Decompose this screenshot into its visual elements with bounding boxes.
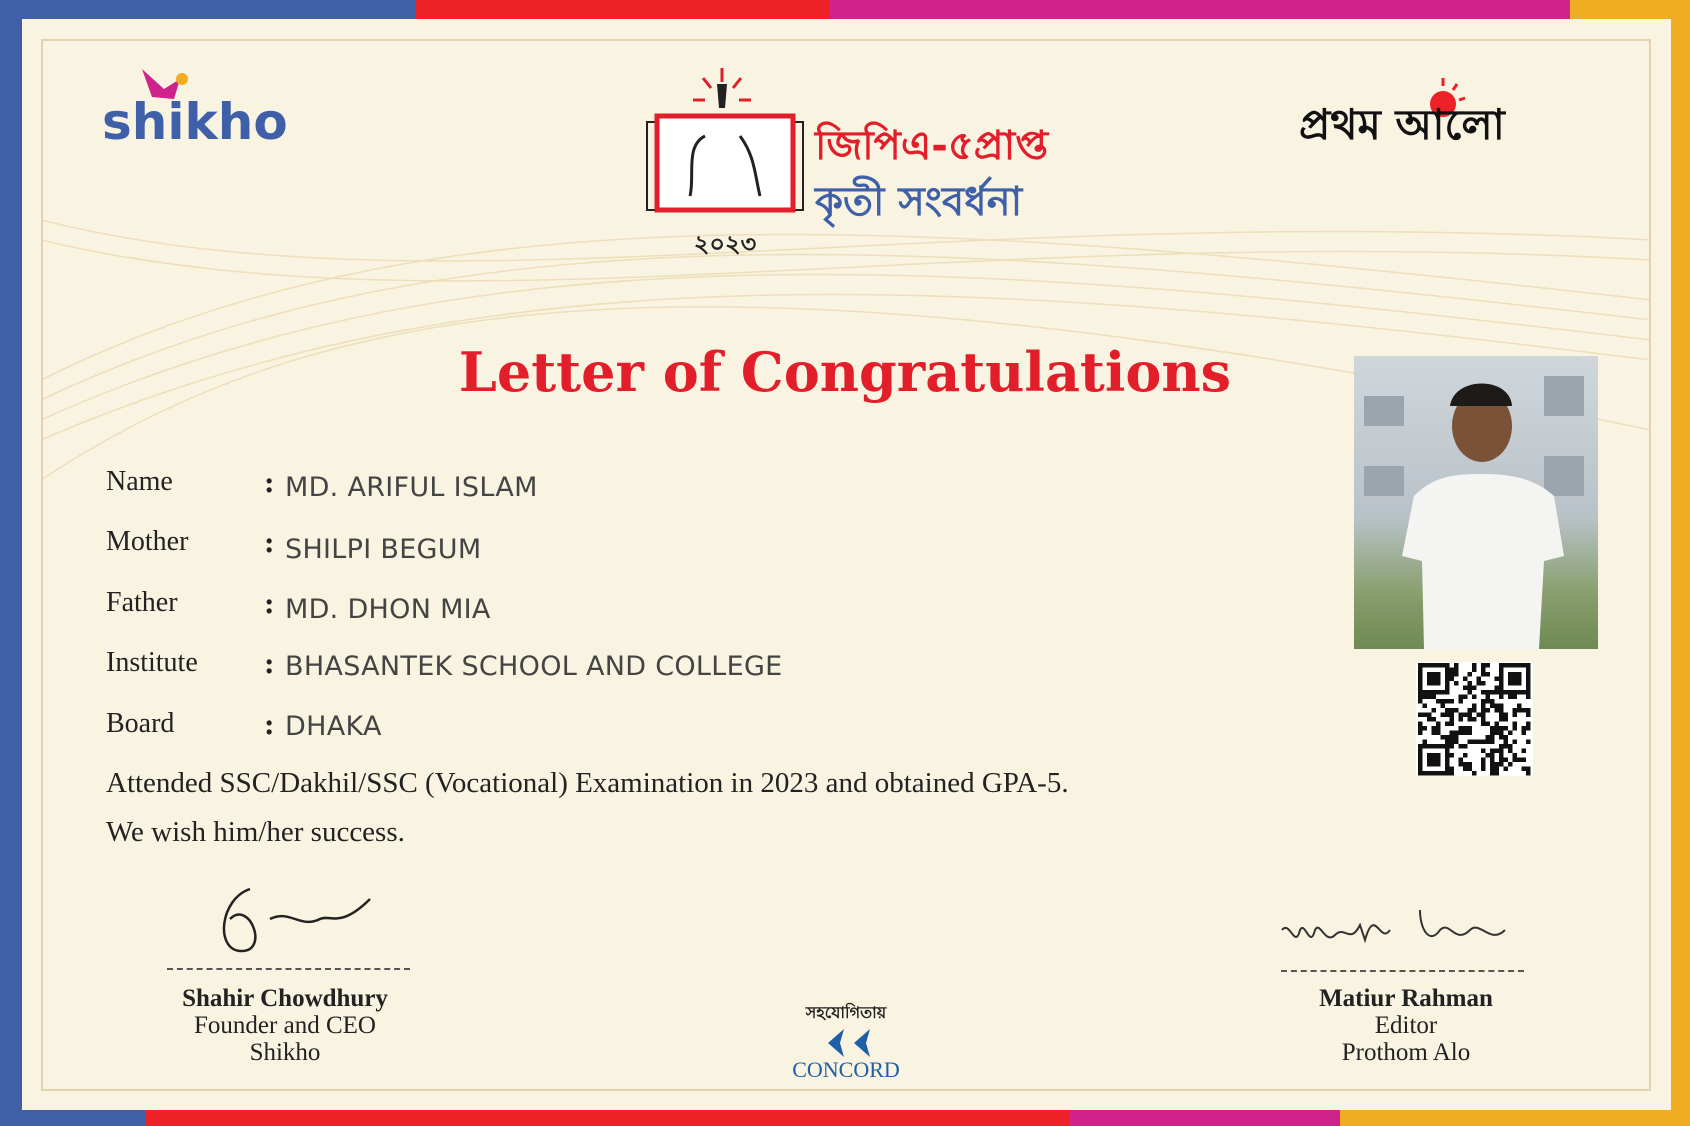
border-bottom-red (145, 1110, 1070, 1126)
border-bottom-magenta (1070, 1110, 1340, 1126)
border-left (0, 0, 22, 1126)
certificate-title: Letter of Congratulations (458, 340, 1232, 404)
colon: : (264, 708, 275, 741)
border-strip-red (415, 0, 830, 19)
field-label-board: Board (106, 708, 175, 739)
colon: : (264, 647, 275, 680)
concord-logo-icon (816, 1027, 876, 1059)
signatory-name: Shahir Chowdhury (182, 985, 388, 1012)
border-strip-magenta (830, 0, 1570, 19)
sponsor-name: CONCORD (792, 1057, 900, 1082)
bird-icon (102, 67, 287, 147)
gpa5-event-logo (645, 66, 1055, 256)
book-pen-emblem (645, 66, 805, 256)
colon: : (264, 466, 275, 499)
signatory-org: Prothom Alo (1341, 1039, 1471, 1066)
border-strip-blue (0, 0, 415, 19)
statement-line-1: Attended SSC/Dakhil/SSC (Vocational) Examination in 2023 and obtained GPA-5. (106, 767, 1069, 799)
border-bottom-blue (0, 1110, 145, 1126)
field-label-father: Father (106, 587, 178, 618)
shikho-logo (102, 67, 287, 147)
prothom-alo-wordmark: প্রথম আলো (1299, 100, 1505, 149)
field-label-name: Name (106, 466, 173, 497)
field-value-mother: SHILPI BEGUM (285, 534, 482, 565)
signatory-title: Editor (1374, 1012, 1438, 1039)
signatory-org: Shikho (249, 1039, 321, 1066)
field-value-board: DHAKA (285, 711, 382, 742)
field-value-institute: BHASANTEK SCHOOL AND COLLEGE (285, 651, 783, 682)
concord-sponsor (746, 1000, 946, 1083)
logo-line-2: কৃতী সংবর্ধনা (815, 179, 1023, 225)
qr-code (1416, 662, 1533, 776)
sponsor-caption: সহযোগিতায় (805, 1003, 887, 1022)
svg-text:২০২৩: ২০২৩ (693, 229, 757, 256)
prothom-alo-logo (1299, 78, 1599, 148)
logo-line-1: জিপিএ-৫প্রাপ্ত (815, 123, 1049, 169)
colon: : (264, 526, 275, 559)
field-label-institute: Institute (106, 647, 198, 678)
signature-line (1281, 970, 1524, 972)
signature-matiur (1280, 900, 1530, 960)
signature-line (167, 968, 410, 970)
field-value-father: MD. DHON MIA (285, 594, 491, 625)
svg-text:shikho: shikho (102, 93, 287, 147)
student-photo (1354, 356, 1598, 649)
field-value-name: MD. ARIFUL ISLAM (285, 472, 538, 503)
field-label-mother: Mother (106, 526, 189, 557)
statement-line-2: We wish him/her success. (106, 816, 405, 848)
signatory-name: Matiur Rahman (1319, 985, 1493, 1012)
signature-shahir (210, 879, 380, 959)
colon: : (264, 587, 275, 620)
signatory-title: Founder and CEO (194, 1012, 376, 1039)
